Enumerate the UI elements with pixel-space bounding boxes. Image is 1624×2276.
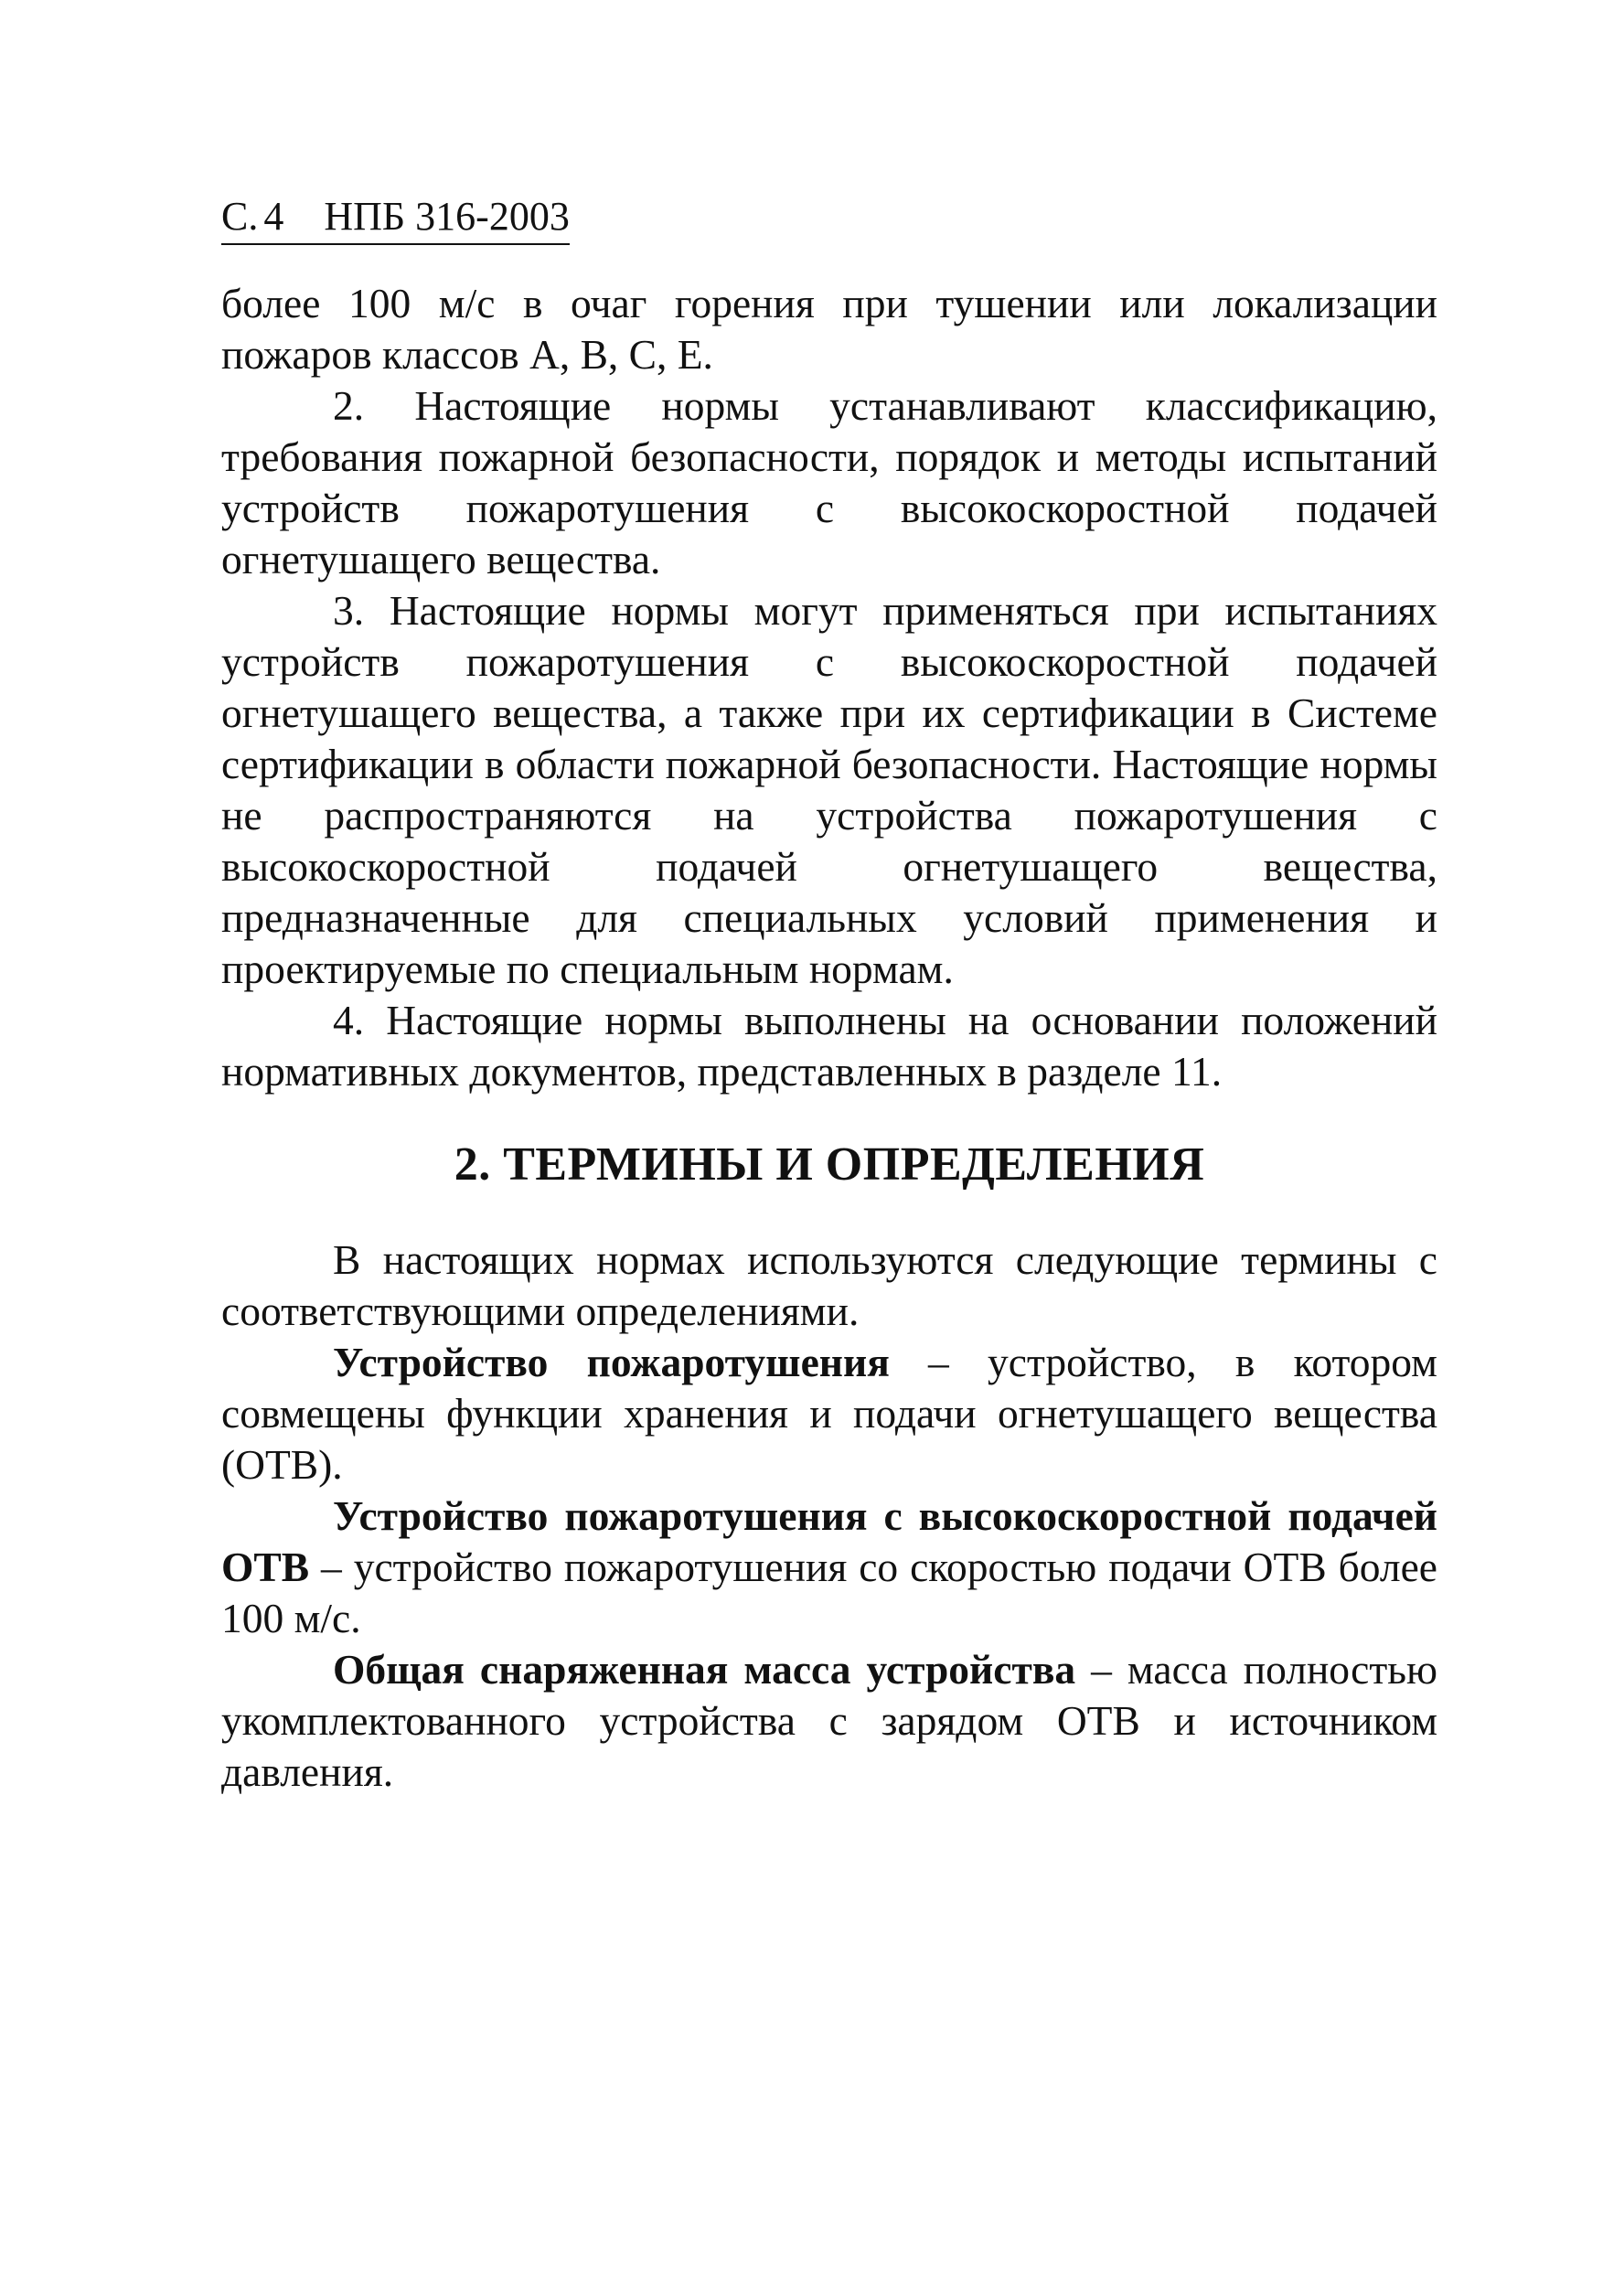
paragraph-3: 3. Настоящие нормы могут применяться при испытаниях устройств пожаротушения с высокоскоростной подачей огнетушащего вещества, а также при их сертификации в Системе сертификации в области пожарной безопасности. Настоящие нормы не распространяются на устройства пожаротушения с высокоскоростной подачей огнетушащего вещества, предназначенные для специальных условий применения и проектируемые по специальным нормам.	[221, 587, 1437, 992]
definition-term: Устройство пожаротушения с высокоскоростной подачей ОТВ	[221, 1492, 1437, 1590]
section-heading: 2. ТЕРМИНЫ И ОПРЕДЕЛЕНИЯ	[454, 1138, 1205, 1191]
page-prefix: С.	[221, 194, 259, 239]
definition-text: – устройство, в котором совмещены функции хранения и подачи огнетушащего вещества (ОТВ).	[221, 1339, 1437, 1488]
section-intro: В настоящих нормах используются следующие термины с соответствующими определениями.	[221, 1236, 1437, 1334]
definition-2	[221, 1491, 1437, 1644]
definition-3	[221, 1644, 1437, 1798]
document-body	[221, 278, 1437, 1798]
page-number: 4	[263, 194, 284, 239]
definition-term: Устройство пожаротушения	[333, 1339, 890, 1385]
page-header	[221, 192, 570, 245]
definition-text: – устройство пожаротушения со скоростью подачи ОТВ более 100 м/с.	[221, 1544, 1437, 1641]
paragraph-4: 4. Настоящие нормы выполнены на основании положений нормативных документов, представленных в разделе 11.	[221, 997, 1437, 1095]
document-code: НПБ 316-2003	[324, 194, 570, 239]
definition-1	[221, 1337, 1437, 1491]
paragraph-1: более 100 м/с в очаг горения при тушении или локализации пожаров классов А, В, С, Е.	[221, 280, 1437, 378]
definition-text: – масса полностью укомплектованного устройства с зарядом ОТВ и источником давления.	[221, 1646, 1437, 1795]
paragraph-2: 2. Настоящие нормы устанавливают классификацию, требования пожарной безопасности, порядок и методы испытаний устройств пожаротушения с высокоскоростной подачей огнетушащего вещества.	[221, 382, 1437, 582]
definition-term: Общая снаряженная масса устройства	[333, 1646, 1076, 1693]
